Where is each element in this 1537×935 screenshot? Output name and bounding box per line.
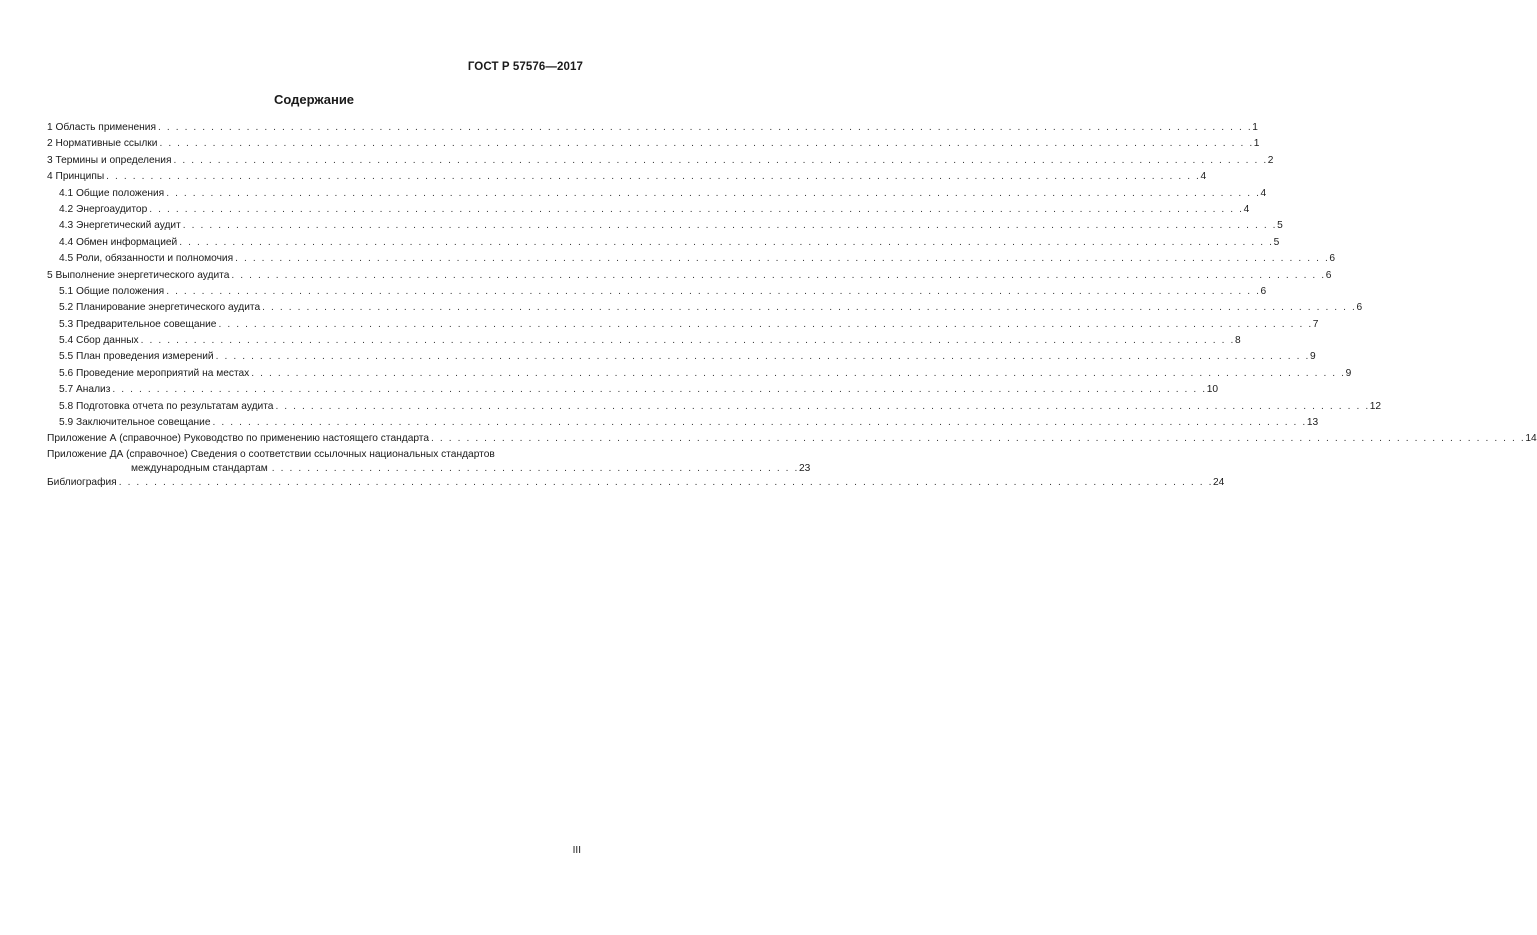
toc-entry[interactable]	[47, 218, 1283, 234]
toc-leader-dots	[262, 300, 1356, 316]
toc-entry[interactable]	[47, 251, 1336, 267]
toc-entry-page: 7	[1312, 318, 1319, 330]
toc-entry-label: 2 Нормативные ссылки	[47, 138, 158, 150]
toc-entry-page: 4	[1200, 171, 1207, 183]
toc-entry[interactable]	[47, 382, 1219, 398]
toc-entry[interactable]	[47, 317, 1319, 333]
toc-entry-label: 4.3 Энергетический аудит	[59, 220, 181, 232]
toc-entry[interactable]	[47, 333, 1241, 349]
toc-entry-label: 3 Термины и определения	[47, 154, 172, 166]
standard-number: ГОСТ Р 57576—2017	[467, 61, 583, 73]
toc-entry-label: Приложение ДА (справочное) Сведения о соответствии ссылочных национальных стандартов	[47, 448, 495, 460]
toc-entry-page: 13	[1306, 417, 1319, 429]
toc-entry-page: 6	[1356, 302, 1363, 314]
toc-entry[interactable]	[47, 284, 1267, 300]
toc-entry[interactable]	[47, 136, 1260, 152]
toc-entry[interactable]	[47, 300, 1363, 316]
toc-leader-dots	[179, 235, 1273, 251]
toc-entry[interactable]	[47, 415, 1319, 431]
toc-leader-dots	[275, 399, 1369, 415]
toc-entry[interactable]	[47, 169, 1207, 185]
toc-entry-page: 10	[1206, 384, 1219, 396]
toc-entries	[47, 120, 1537, 448]
toc-entry-annex-da[interactable]	[47, 448, 811, 475]
toc-leader-dots	[251, 366, 1345, 382]
toc-leader-dots: . . . . . . . . . . . . . . . . . . . . . . . . . . . . . . . . . . . . . . . . . . . . . . . . . . . . . . . . . . . .	[271, 462, 799, 474]
toc-entry-label: 5 Выполнение энергетического аудита	[47, 269, 230, 281]
toc-leader-dots	[166, 186, 1260, 202]
toc-entry[interactable]	[47, 120, 1258, 136]
toc-entry-label: 4.2 Энергоаудитор	[59, 203, 148, 215]
toc-entry-label: 4.4 Обмен информацией	[59, 236, 178, 248]
toc-entry-page: 6	[1260, 285, 1267, 297]
toc-entry-label: 5.3 Предварительное совещание	[59, 318, 217, 330]
toc-entry-page: 4	[1260, 187, 1267, 199]
toc-entry-label: 5.2 Планирование энергетического аудита	[59, 302, 261, 314]
toc-leader-dots	[159, 136, 1253, 152]
toc-leader-dots	[216, 349, 1310, 365]
toc-entry-bibliography[interactable]	[47, 475, 1225, 491]
toc-entry-label: 4.5 Роли, обязанности и полномочия	[59, 253, 234, 265]
toc-entry-label: 4 Принципы	[47, 171, 105, 183]
toc-entry[interactable]	[47, 399, 1382, 415]
table-of-contents	[47, 120, 1537, 491]
toc-title: Содержание	[273, 92, 355, 107]
toc-leader-dots	[218, 317, 1312, 333]
toc-entry-page: 1	[1252, 121, 1258, 133]
toc-leader-dots	[112, 382, 1206, 398]
toc-entry-page: 5	[1277, 220, 1283, 232]
toc-entry-label-continued: международным стандартам	[131, 462, 268, 474]
toc-leader-dots	[106, 169, 1200, 185]
toc-entry-page: 23	[798, 462, 811, 474]
toc-leader-dots	[166, 284, 1260, 300]
toc-leader-dots	[158, 120, 1252, 136]
toc-entry-page: 1	[1253, 138, 1260, 150]
toc-entry-label: Библиография	[47, 476, 117, 488]
toc-entry-page: 14	[1525, 433, 1537, 445]
toc-entry-page: 24	[1213, 476, 1225, 488]
toc-leader-dots	[431, 431, 1525, 447]
page-number: III	[572, 845, 581, 856]
toc-entry[interactable]	[47, 235, 1280, 251]
toc-entry-label: 5.5 План проведения измерений	[59, 351, 214, 363]
toc-leader-dots	[173, 153, 1267, 169]
toc-entry[interactable]	[47, 349, 1316, 365]
toc-entry-label: 5.4 Сбор данных	[59, 335, 139, 347]
toc-entry[interactable]	[47, 186, 1267, 202]
toc-leader-dots	[149, 202, 1243, 218]
toc-entry-label: 5.8 Подготовка отчета по результатам аудита	[59, 400, 274, 412]
toc-entry-page: 4	[1243, 203, 1250, 215]
toc-leader-dots	[119, 475, 1213, 491]
toc-entry-label: 5.6 Проведение мероприятий на местах	[59, 367, 250, 379]
toc-leader-dots	[141, 333, 1235, 349]
toc-entry-label: 4.1 Общие положения	[59, 187, 165, 199]
toc-entry[interactable]	[47, 153, 1274, 169]
toc-entry-page: 6	[1329, 253, 1336, 265]
toc-leader-dots	[231, 268, 1325, 284]
toc-entry-page: 2	[1267, 154, 1274, 166]
toc-leader-dots	[235, 251, 1329, 267]
toc-entry-page: 8	[1234, 335, 1241, 347]
toc-entry[interactable]	[47, 431, 1537, 447]
toc-entry-label: 5.9 Заключительное совещание	[59, 417, 211, 429]
toc-leader-dots	[183, 218, 1277, 234]
toc-entry-label: 1 Область применения	[47, 121, 156, 133]
toc-entry[interactable]	[47, 202, 1250, 218]
toc-entry[interactable]	[47, 366, 1352, 382]
toc-entry-page: 9	[1345, 367, 1352, 379]
toc-entry-page: 6	[1325, 269, 1332, 281]
toc-entry-label: Приложение А (справочное) Руководство по применению настоящего стандарта	[47, 433, 430, 445]
toc-entry-page: 12	[1369, 400, 1382, 412]
toc-entry[interactable]	[47, 268, 1332, 284]
toc-leader-dots	[213, 415, 1307, 431]
toc-entry-label: 5.1 Общие положения	[59, 285, 165, 297]
toc-entry-page: 5	[1273, 236, 1280, 248]
toc-entry-label: 5.7 Анализ	[59, 384, 111, 396]
toc-entry-page: 9	[1309, 351, 1316, 363]
